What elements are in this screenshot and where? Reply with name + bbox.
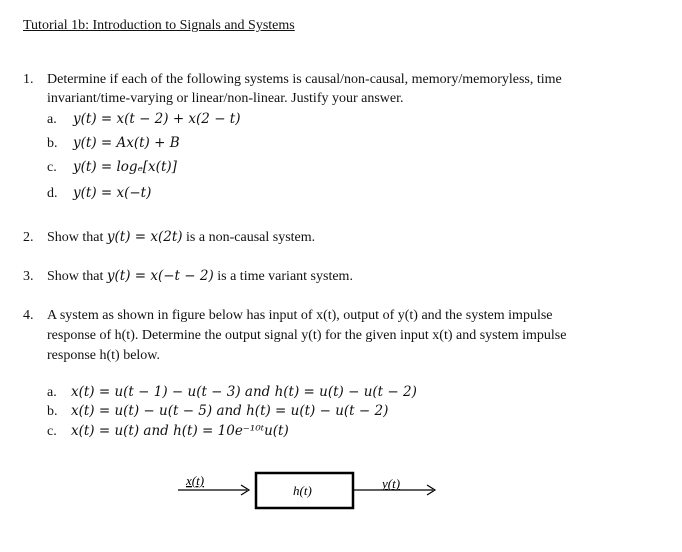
item-label: c. [47, 424, 57, 439]
item-label: b. [47, 404, 58, 419]
question-text-pre: Show that [47, 269, 107, 284]
question-text-line: invariant/time-varying or linear/non-linear. Justify your answer. [47, 91, 404, 106]
equation: y(t) = x(−t) [73, 185, 152, 201]
equation: y(t) = x(t − 2) + x(2 − t) [73, 111, 241, 127]
question-text-post: is a time variant system. [213, 269, 353, 284]
item-label: a. [47, 112, 57, 127]
page-title: Tutorial 1b: Introduction to Signals and Systems [23, 18, 295, 33]
question-text-line: A system as shown in figure below has input of x(t), output of y(t) and the system impulse [47, 308, 553, 323]
item-label: c. [47, 160, 57, 175]
question-number: 2. [23, 230, 34, 245]
input-label: x(t) [186, 473, 205, 488]
equation: x(t) = u(t − 1) − u(t − 3) and h(t) = u(t) − u(t − 2) [71, 384, 417, 400]
item-label: b. [47, 136, 58, 151]
equation: x(t) = u(t) − u(t − 5) and h(t) = u(t) − u(t − 2) [71, 403, 389, 419]
item-label: a. [47, 385, 57, 400]
equation: y(t) = logₑ[x(t)] [73, 159, 177, 175]
equation: y(t) = x(−t − 2) [106, 268, 214, 284]
question-number: 4. [23, 308, 34, 323]
question-text-post: is a non-causal system. [182, 230, 316, 245]
question-text-line: response of h(t). Determine the output signal y(t) for the given input x(t) and system impulse [47, 328, 567, 343]
equation: y(t) = Ax(t) + B [73, 135, 180, 151]
equation: y(t) = x(2t) [106, 229, 183, 245]
output-label: y(t) [382, 476, 401, 491]
question-text-line: Determine if each of the following systems is causal/non-causal, memory/memoryless, time [47, 72, 562, 87]
question-text-line: response h(t) below. [47, 348, 161, 363]
equation: x(t) = u(t) and h(t) = 10e⁻¹⁰ᵗu(t) [71, 423, 289, 439]
question-number: 1. [23, 72, 34, 87]
question-number: 3. [23, 269, 34, 284]
item-label: d. [47, 186, 58, 201]
question-text-pre: Show that [47, 230, 107, 245]
system-label: h(t) [293, 483, 312, 498]
